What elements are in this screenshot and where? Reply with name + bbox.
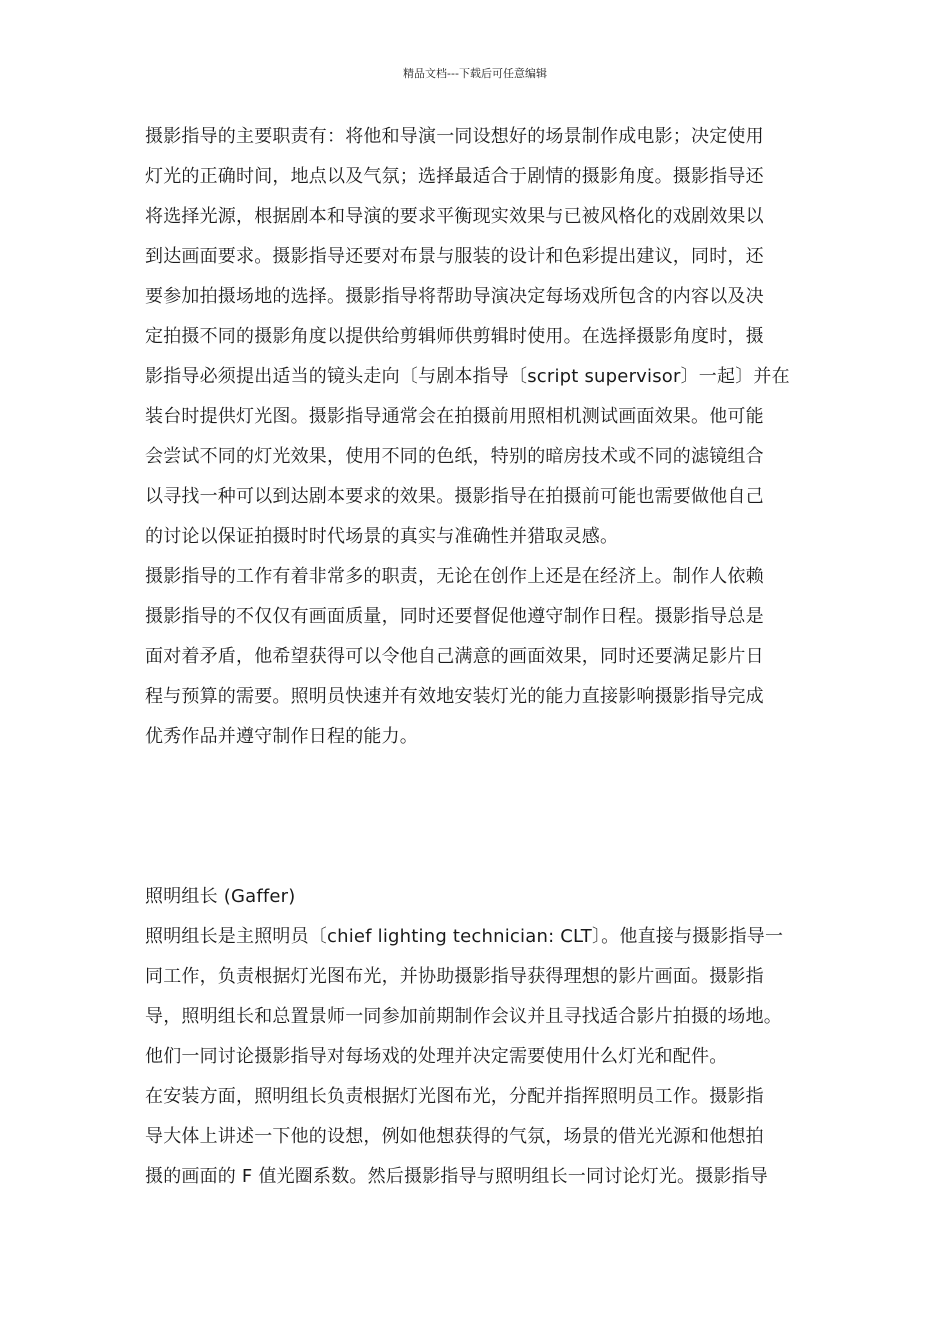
paragraph-line: 装台时提供灯光图。摄影指导通常会在拍摄前用照相机测试画面效果。他可能: [145, 406, 764, 427]
paragraph-line: 同工作，负责根据灯光图布光，并协助摄影指导获得理想的影片画面。摄影指: [145, 966, 764, 987]
paragraph-line: 程与预算的需要。照明员快速并有效地安装灯光的能力直接影响摄影指导完成: [145, 686, 764, 707]
paragraph-line: 优秀作品并遵守制作日程的能力。: [145, 726, 418, 747]
paragraph-line: 到达画面要求。摄影指导还要对布景与服装的设计和色彩提出建议，同时，还: [145, 246, 764, 267]
paragraph-line: 摄影指导的工作有着非常多的职责，无论在创作上还是在经济上。制作人依赖: [145, 566, 764, 587]
paragraph-line: 导大体上讲述一下他的设想，例如他想获得的气氛，场景的借光光源和他想拍: [145, 1126, 764, 1147]
paragraph-line: 灯光的正确时间，地点以及气氛；选择最适合于剧情的摄影角度。摄影指导还: [145, 166, 764, 187]
paragraph-line: 摄影指导的主要职责有：将他和导演一同设想好的场景制作成电影；决定使用: [145, 126, 764, 147]
paragraph-line: 影指导必须提出适当的镜头走向〔与剧本指导〔script supervisor〕一起〕并在: [145, 366, 790, 387]
paragraph-line: 他们一同讨论摄影指导对每场戏的处理并决定需要使用什么灯光和配件。: [145, 1046, 728, 1067]
paragraph-line: 的讨论以保证拍摄时时代场景的真实与准确性并猎取灵感。: [145, 526, 619, 547]
paragraph-line: 要参加拍摄场地的选择。摄影指导将帮助导演决定每场戏所包含的内容以及决: [145, 286, 764, 307]
paragraph-line: 摄影指导的不仅仅有画面质量，同时还要督促他遵守制作日程。摄影指导总是: [145, 606, 764, 627]
paragraph-line: 面对着矛盾，他希望获得可以令他自己满意的画面效果，同时还要满足影片日: [145, 646, 764, 667]
section-cinematographer: [145, 117, 810, 757]
paragraph-line: 摄的画面的 F 值光圈系数。然后摄影指导与照明组长一同讨论灯光。摄影指导: [145, 1166, 768, 1187]
paragraph-line: 导，照明组长和总置景师一同参加前期制作会议并且寻找适合影片拍摄的场地。: [145, 1006, 782, 1027]
paragraph-line: 在安装方面，照明组长负责根据灯光图布光，分配并指挥照明员工作。摄影指: [145, 1086, 764, 1107]
page-header: 精品文档---下载后可任意编辑: [403, 67, 547, 80]
paragraph-line: 将选择光源，根据剧本和导演的要求平衡现实效果与已被风格化的戏剧效果以: [145, 206, 764, 227]
paragraph-line: 以寻找一种可以到达剧本要求的效果。摄影指导在拍摄前可能也需要做他自己: [145, 486, 764, 507]
paragraph-line: 会尝试不同的灯光效果，使用不同的色纸，特别的暗房技术或不同的滤镜组合: [145, 446, 764, 467]
paragraph-line: 定拍摄不同的摄影角度以提供给剪辑师供剪辑时使用。在选择摄影角度时，摄: [145, 326, 764, 347]
paragraph-line: 照明组长是主照明员〔chief lighting technician: CLT〕。他直接与摄影指导一: [145, 926, 784, 947]
section-gaffer: [145, 877, 810, 1197]
section-heading: 照明组长 (Gaffer): [145, 886, 296, 907]
